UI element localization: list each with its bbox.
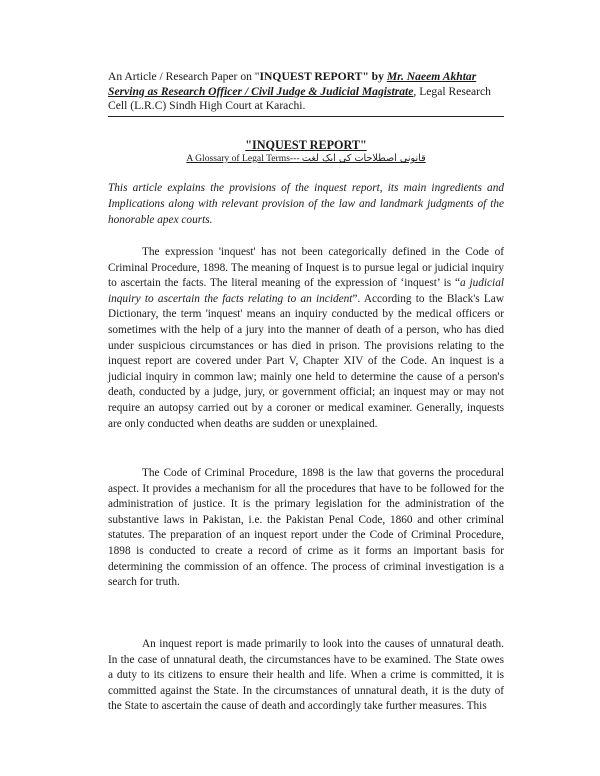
subtitle-urdu: قانونی اصطلاحات کی ایک لغت [301,153,426,164]
header-divider [108,116,504,117]
abstract: This article explains the provisions of the inquest report, its main ingredients and Implications along with relevant provision of the law and landmark judgments of the honorable apex courts. [108,182,504,227]
paragraph-3: An inquest report is made primarily to look into the causes of unnatural death. In the case of unnatural death, the circumstances have to be examined. The State owes a duty to its citizens to ensure their health and life. When a crime is committed, it is committed against the State. In the circumstances of unnatural death, it is the duty of the State to ascertain the cause of death and accordingly take further measures. This [108,638,504,713]
header-author: Mr. Naeem Akhtar Serving as Research Officer / Civil Judge & Judicial Magistrate [108,70,477,98]
header-prefix: An Article / Research Paper on " [108,70,260,83]
paragraph-1-part-a: The expression 'inquest' has not been categorically defined in the Code of Criminal Procedure, 1898. The meaning of Inquest is to pursue legal or judicial inquiry to ascertain the facts. The literal meaning of the expression of ‘inquest’ is “ [108,246,504,290]
paragraph-2: The Code of Criminal Procedure, 1898 is the law that governs the procedural aspect. It provides a mechanism for all the procedures that have to be followed for the administration of justice. It is the primary legislation for the administration of the substantive laws in Pakistan, i.e. the Pakistan Penal Code, 1860 and other criminal statutes. The preparation of an inquest report under the Code of Criminal Procedure, 1898 is conducted to create a record of crime as it forms an important basis for determining the commission of an offence. The process of criminal investigation is a search for truth. [108,467,504,589]
subtitle-english: A Glossary of Legal Terms--- [186,153,300,164]
paragraph-1-part-b: ”. According to the Black's Law Dictionary, the term 'inquest' means an inquiry conducted by the medical officers or sometimes with the help of a jury into the manner of death of a person, who has died under suspicious circumstances or has died in prison. The provisions relating to the inquest report are covered under Part V, Chapter XIV of the Code. An inquest is a judicial inquiry in common law; mainly one held to determine the cause of a person's death, conducted by a judge, jury, or government official; an inquest may or may not require an autopsy carried out by a coroner or medical examiner. Generally, inquests are only conducted when deaths are sudden or unexplained. [108,292,504,430]
document-subtitle [108,152,504,165]
header-suffix: , Legal Research Cell (L.R.C) Sindh High Court at Karachi. [108,84,491,112]
paragraph-1 [108,245,504,432]
document-title: "INQUEST REPORT" [245,138,367,152]
paragraph-1-quote: a judicial inquiry to ascertain the facts relating to an incident [108,277,504,305]
header-by: " by [362,70,387,83]
article-header [108,70,508,114]
header-topic: INQUEST REPORT [259,70,363,83]
